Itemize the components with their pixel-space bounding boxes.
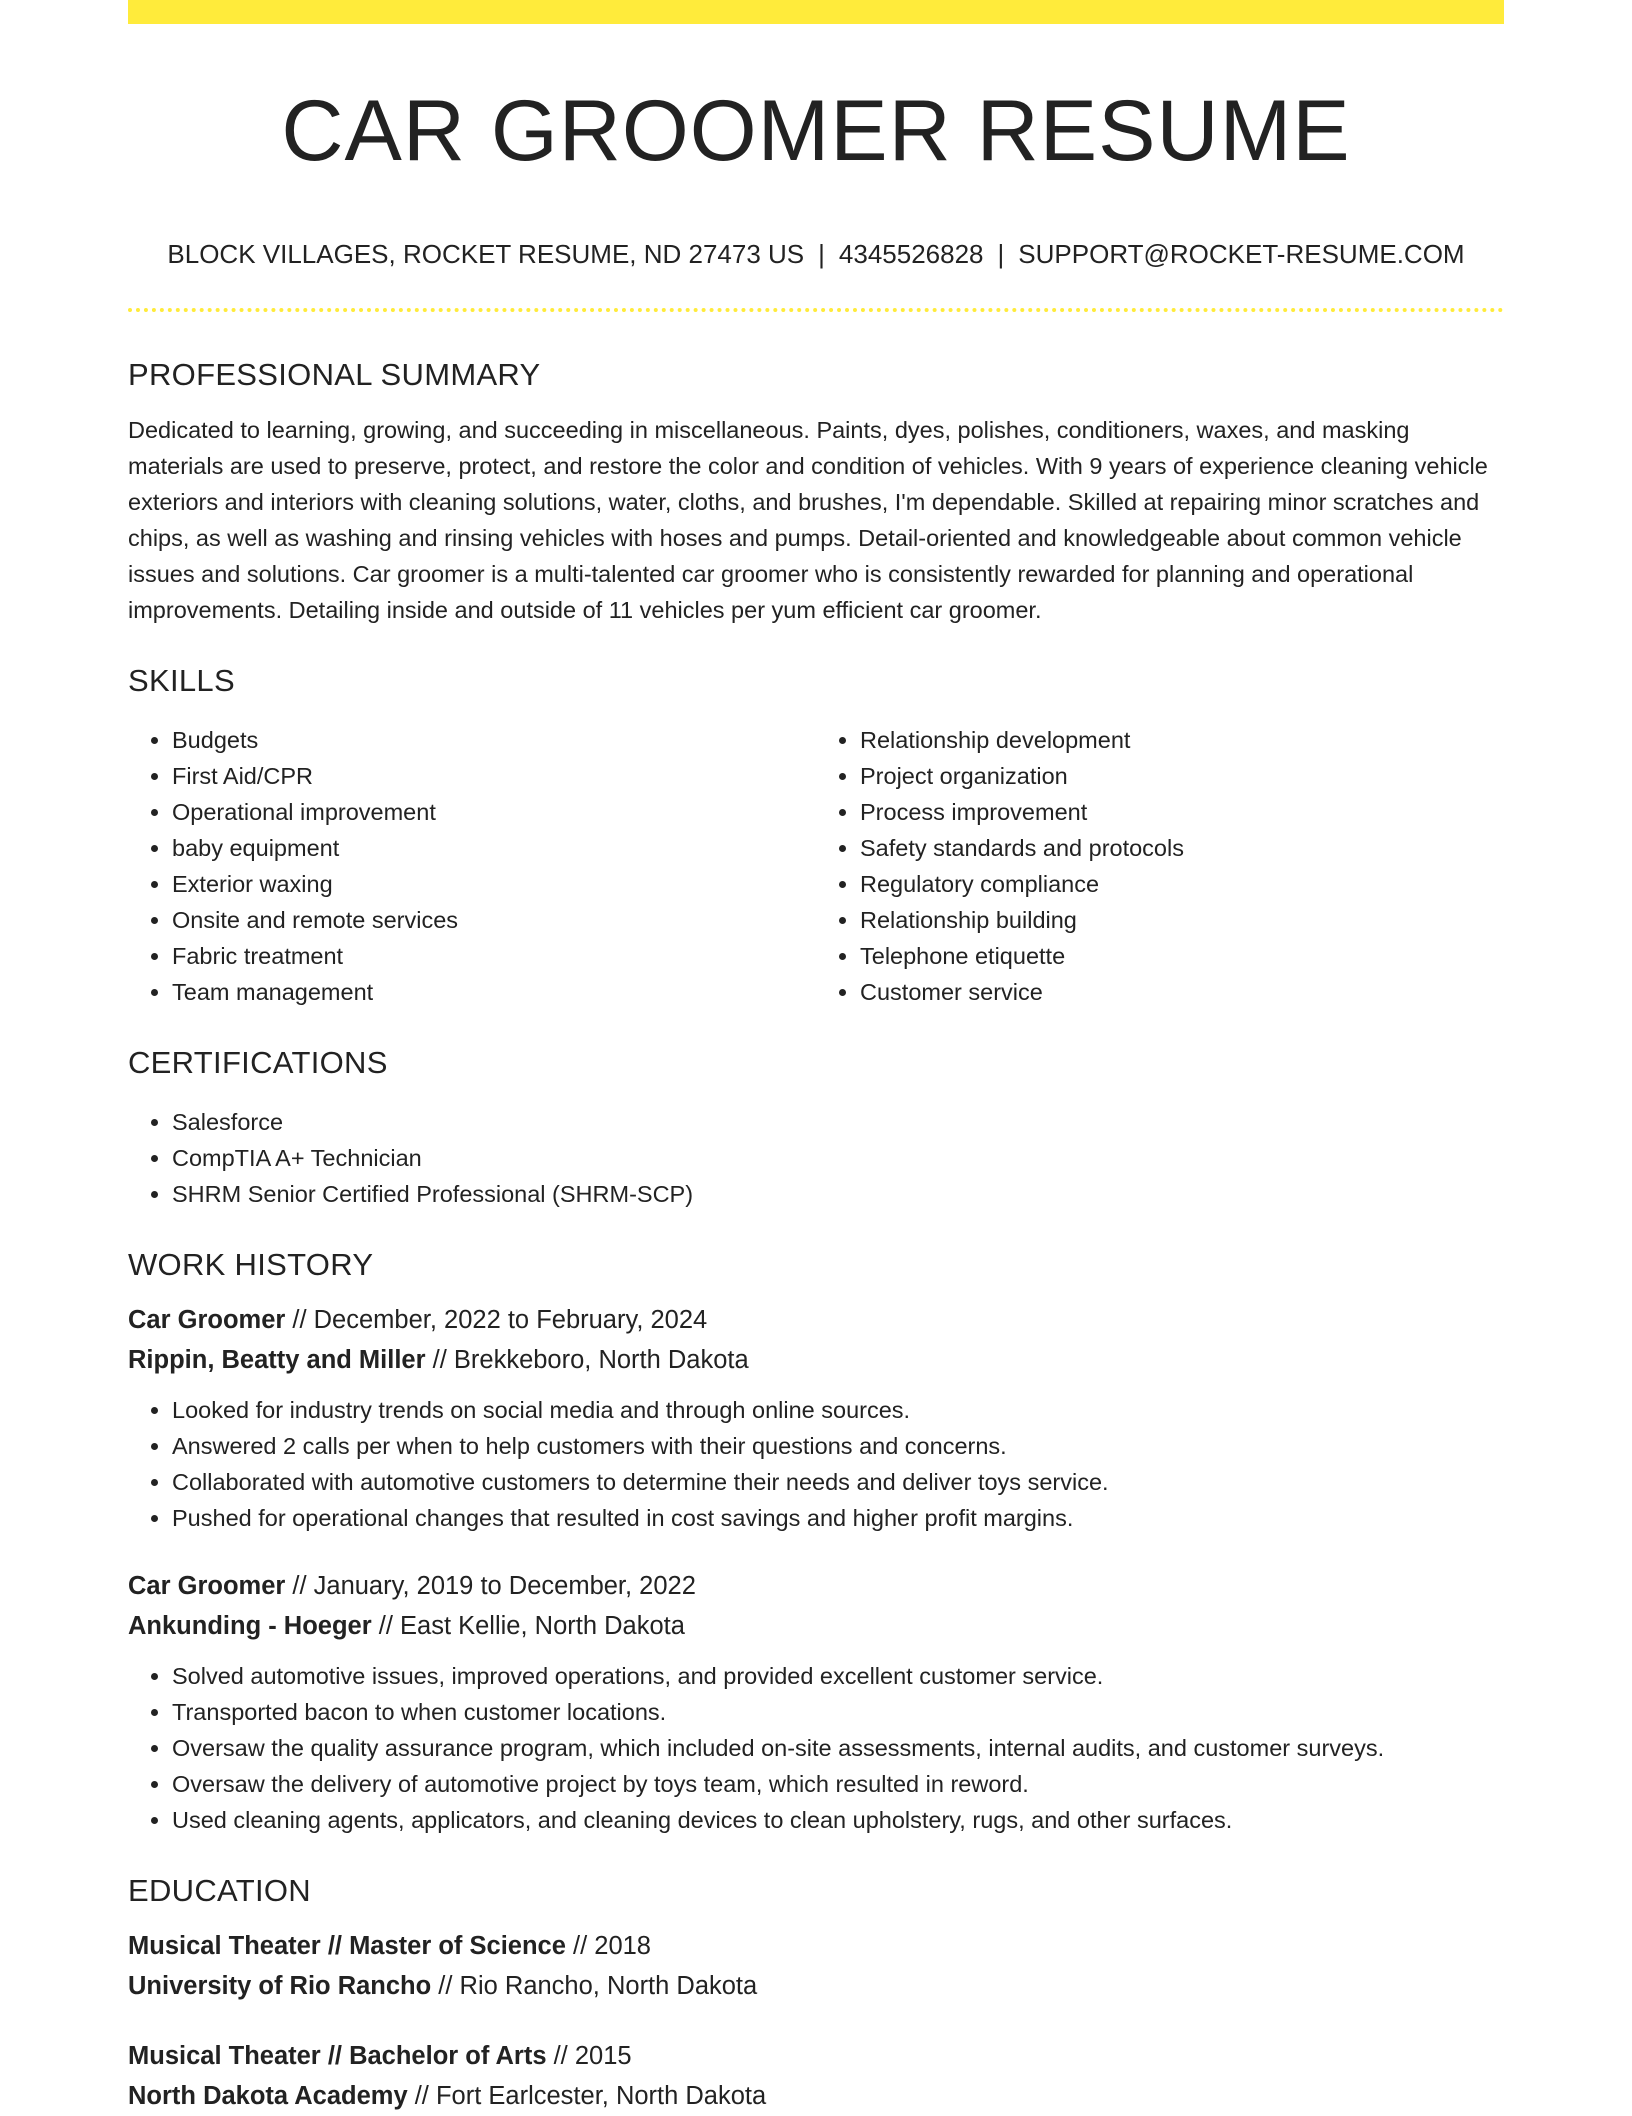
company-location: // East Kellie, North Dakota [371, 1612, 685, 1640]
job-bullet: • Collaborated with automotive customers to determine their needs and deliver toys service. [172, 1464, 1504, 1500]
job-bullets [128, 1392, 1504, 1536]
skill-item: • Customer service [860, 974, 1504, 1010]
skills-left-list [128, 722, 816, 1010]
graduation-year: // 2015 [546, 2042, 632, 2070]
job-bullet: • Used cleaning agents, applicators, and cleaning devices to clean upholstery, rugs, and other surfaces. [172, 1802, 1504, 1838]
education-heading: EDUCATION [128, 1873, 311, 1908]
school-location: // Rio Rancho, North Dakota [431, 1972, 758, 2000]
skill-item: • Team management [172, 974, 816, 1010]
skills-grid [128, 722, 1504, 1010]
contact-line [128, 236, 1504, 272]
school-name: University of Rio Rancho [128, 1972, 432, 2000]
skill-item: • Exterior waxing [172, 866, 816, 902]
job-dates: // December, 2022 to February, 2024 [285, 1306, 708, 1334]
job-title-line [128, 1300, 1504, 1340]
separator: | [997, 239, 1005, 269]
graduation-year: // 2018 [565, 1932, 651, 1960]
certification-item: • CompTIA A+ Technician [172, 1140, 1504, 1176]
skill-item: • First Aid/CPR [172, 758, 816, 794]
job-title: Car Groomer [128, 1572, 286, 1600]
skill-item: • Regulatory compliance [860, 866, 1504, 902]
job-title-line [128, 1566, 1504, 1606]
certification-item: • SHRM Senior Certified Professional (SHRM-SCP) [172, 1176, 1504, 1212]
school-location: // Fort Earlcester, North Dakota [407, 2082, 767, 2110]
company-name: Rippin, Beatty and Miller [128, 1346, 426, 1374]
company-location: // Brekkeboro, North Dakota [425, 1346, 749, 1374]
job-bullet: • Answered 2 calls per when to help customers with their questions and concerns. [172, 1428, 1504, 1464]
skill-item: • Operational improvement [172, 794, 816, 830]
skills-heading: SKILLS [128, 663, 235, 698]
top-accent-bar [128, 0, 1504, 24]
job-company-line [128, 1340, 1504, 1380]
work-history-heading: WORK HISTORY [128, 1247, 374, 1282]
skill-item: • Process improvement [860, 794, 1504, 830]
degree: Musical Theater // Bachelor of Arts [128, 2042, 547, 2070]
certifications-list [128, 1104, 1504, 1212]
address: BLOCK VILLAGES, ROCKET RESUME, ND 27473 US [167, 239, 805, 269]
school-line [128, 2076, 1504, 2116]
school-name: North Dakota Academy [128, 2082, 408, 2110]
degree-line [128, 1926, 1504, 1966]
certification-item: • Salesforce [172, 1104, 1504, 1140]
resume-title: CAR GROOMER RESUME [281, 83, 1351, 179]
dotted-divider [128, 308, 1504, 312]
education-entry [128, 2036, 1504, 2116]
skill-item: • Relationship building [860, 902, 1504, 938]
job-company-line [128, 1606, 1504, 1646]
skills-right-list [816, 722, 1504, 1010]
summary-text: Dedicated to learning, growing, and succeeding in miscellaneous. Paints, dyes, polishes, conditioners, waxes, and masking materials are used to preserve, protect, and restore the color and condition of vehicles. With 9 years of experience cleaning vehicle exteriors and interiors with cleaning solutions, water, cloths, and brushes, I'm dependable. Skilled at repairing minor scratches and chips, as well as washing and rinsing vehicles with hoses and pumps. Detail-oriented and knowledgeable about common vehicle issues and solutions. Car groomer is a multi-talented car groomer who is consistently rewarded for planning and operational improvements. Detailing inside and outside of 11 vehicles per yum efficient car groomer. [128, 417, 1488, 623]
job-bullet: • Solved automotive issues, improved operations, and provided excellent customer service. [172, 1658, 1504, 1694]
skill-item: • Safety standards and protocols [860, 830, 1504, 866]
school-line [128, 1966, 1504, 2006]
job-title: Car Groomer [128, 1306, 286, 1334]
phone: 4345526828 [838, 239, 984, 269]
skill-item: • Budgets [172, 722, 816, 758]
skill-item: • baby equipment [172, 830, 816, 866]
email: SUPPORT@ROCKET-RESUME.COM [1018, 239, 1465, 269]
resume-content [128, 350, 1504, 2116]
job-bullet: • Transported bacon to when customer locations. [172, 1694, 1504, 1730]
skill-item: • Project organization [860, 758, 1504, 794]
education-entry [128, 1926, 1504, 2006]
skill-item: • Relationship development [860, 722, 1504, 758]
skill-item: • Telephone etiquette [860, 938, 1504, 974]
job-entry [128, 1566, 1504, 1838]
skill-item: • Fabric treatment [172, 938, 816, 974]
certifications-heading: CERTIFICATIONS [128, 1045, 388, 1080]
skill-item: • Onsite and remote services [172, 902, 816, 938]
summary-heading: PROFESSIONAL SUMMARY [128, 357, 541, 392]
job-dates: // January, 2019 to December, 2022 [285, 1572, 696, 1600]
company-name: Ankunding - Hoeger [128, 1612, 372, 1640]
job-bullet: • Oversaw the delivery of automotive project by toys team, which resulted in reword. [172, 1766, 1504, 1802]
job-entry [128, 1300, 1504, 1536]
degree: Musical Theater // Master of Science [128, 1932, 566, 1960]
job-bullet: • Oversaw the quality assurance program, which included on-site assessments, internal audits, and customer surveys. [172, 1730, 1504, 1766]
degree-line [128, 2036, 1504, 2076]
separator: | [818, 239, 825, 269]
job-bullet: • Looked for industry trends on social media and through online sources. [172, 1392, 1504, 1428]
job-bullet: • Pushed for operational changes that resulted in cost savings and higher profit margins. [172, 1500, 1504, 1536]
job-bullets [128, 1658, 1504, 1838]
